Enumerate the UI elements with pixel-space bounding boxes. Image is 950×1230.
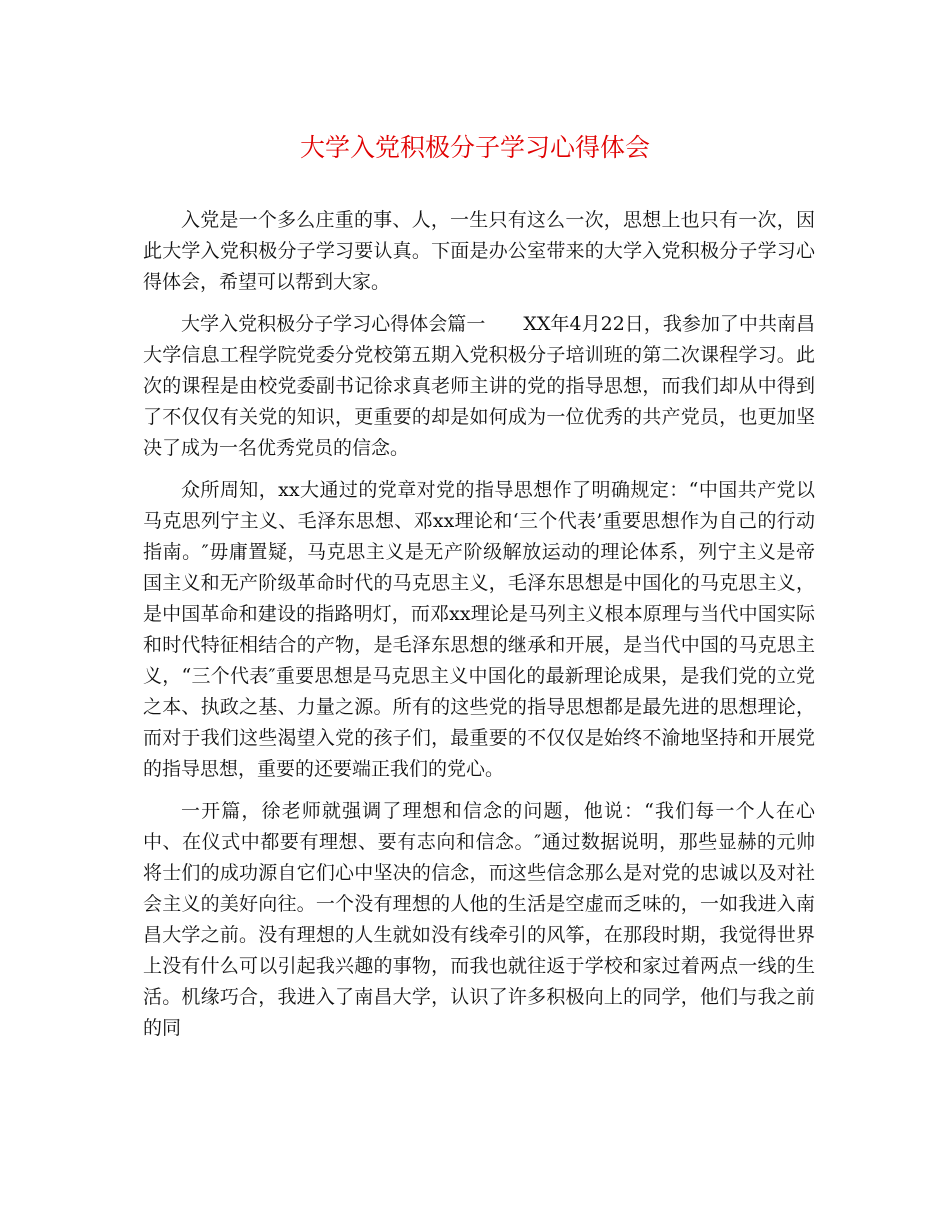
document-title: 大学入党积极分子学习心得体会 [299,133,650,162]
paragraph-guiding-thought: 众所周知，xx大通过的党章对党的指导思想作了明确规定：“中国共产党以马克思列宁主义、毛泽东思想、邓xx理论和‘三个代表’重要思想作为自己的行动指南。″毋庸置疑，马克思主义是无产阶级解放运动的理论体系，列宁主义是帝国主义和无产阶级革命时代的马克思主义，毛泽东思想是中国化的马克思主义，是中国革命和建设的指路明灯，而邓xx理论是马列主义根本原理与当代中国实际和时代特征相结合的产物，是毛泽东思想的继承和开展，是当代中国的马克思主义，“三个代表″重要思想是马克思主义中国化的最新理论成果，是我们党的立党之本、执政之基、力量之源。所有的这些党的指导思想都是最先进的思想理论，而对于我们这些渴望入党的孩子们，最重要的不仅仅是始终不渝地坚持和开展党的指导思想，重要的还要端正我们的党心。 [143,479,815,780]
paragraph-ideals-beliefs: 一开篇，徐老师就强调了理想和信念的问题，他说：“我们每一个人在心中、在仪式中都要有理想、要有志向和信念。″通过数据说明，那些显赫的元帅将士们的成功源自它们心中坚决的信念，而这些信念那么是对党的忠诚以及对社会主义的美好向往。一个没有理想的人他的生活是空虚而乏味的，一如我进入南昌大学之前。没有理想的人生就如没有线牵引的风筝，在那段时期，我觉得世界上没有什么可以引起我兴趣的事物，而我也就往返于学校和家过着两点一线的生活。机缘巧合，我进入了南昌大学，认识了许多积极向上的同学，他们与我之前的同 [143,800,815,1039]
paragraph-part-one: 大学入党积极分子学习心得体会篇一 XX年4月22日，我参加了中共南昌大学信息工程学院党委分党校第五期入党积极分子培训班的第二次课程学习。此次的课程是由校党委副书记徐求真老师主讲的党的指导思想，而我们却从中得到了不仅仅有关党的知识，更重要的却是如何成为一位优秀的共产党员，也更加坚决了成为一名优秀党员的信念。 [143,313,815,459]
document-body [143,205,815,1055]
paragraph-intro: 入党是一个多么庄重的事、人，一生只有这么一次，思想上也只有一次，因此大学入党积极分子学习要认真。下面是办公室带来的大学入党积极分子学习心得体会，希望可以帮到大家。 [143,209,815,293]
